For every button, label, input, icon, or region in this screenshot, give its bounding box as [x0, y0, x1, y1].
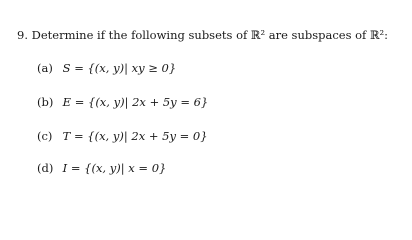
part-label: (d)	[37, 161, 54, 175]
subset-definition: E = {(x, y)| 2x + 5y = 6}	[62, 95, 209, 109]
part-a	[37, 61, 176, 75]
part-b	[37, 95, 208, 109]
subset-definition: T = {(x, y)| 2x + 5y = 0}	[62, 129, 208, 143]
part-label: (c)	[37, 129, 53, 143]
part-c	[37, 129, 208, 143]
part-label: (b)	[37, 95, 54, 109]
part-label: (a)	[37, 61, 53, 75]
question-text: 9. Determine if the following subsets of ℝ² are subspaces of ℝ²:	[17, 28, 389, 42]
subset-definition: I = {(x, y)| x = 0}	[62, 161, 167, 175]
subset-definition: S = {(x, y)| xy ≥ 0}	[62, 61, 177, 75]
part-d	[37, 161, 166, 175]
problem-9	[17, 28, 407, 175]
